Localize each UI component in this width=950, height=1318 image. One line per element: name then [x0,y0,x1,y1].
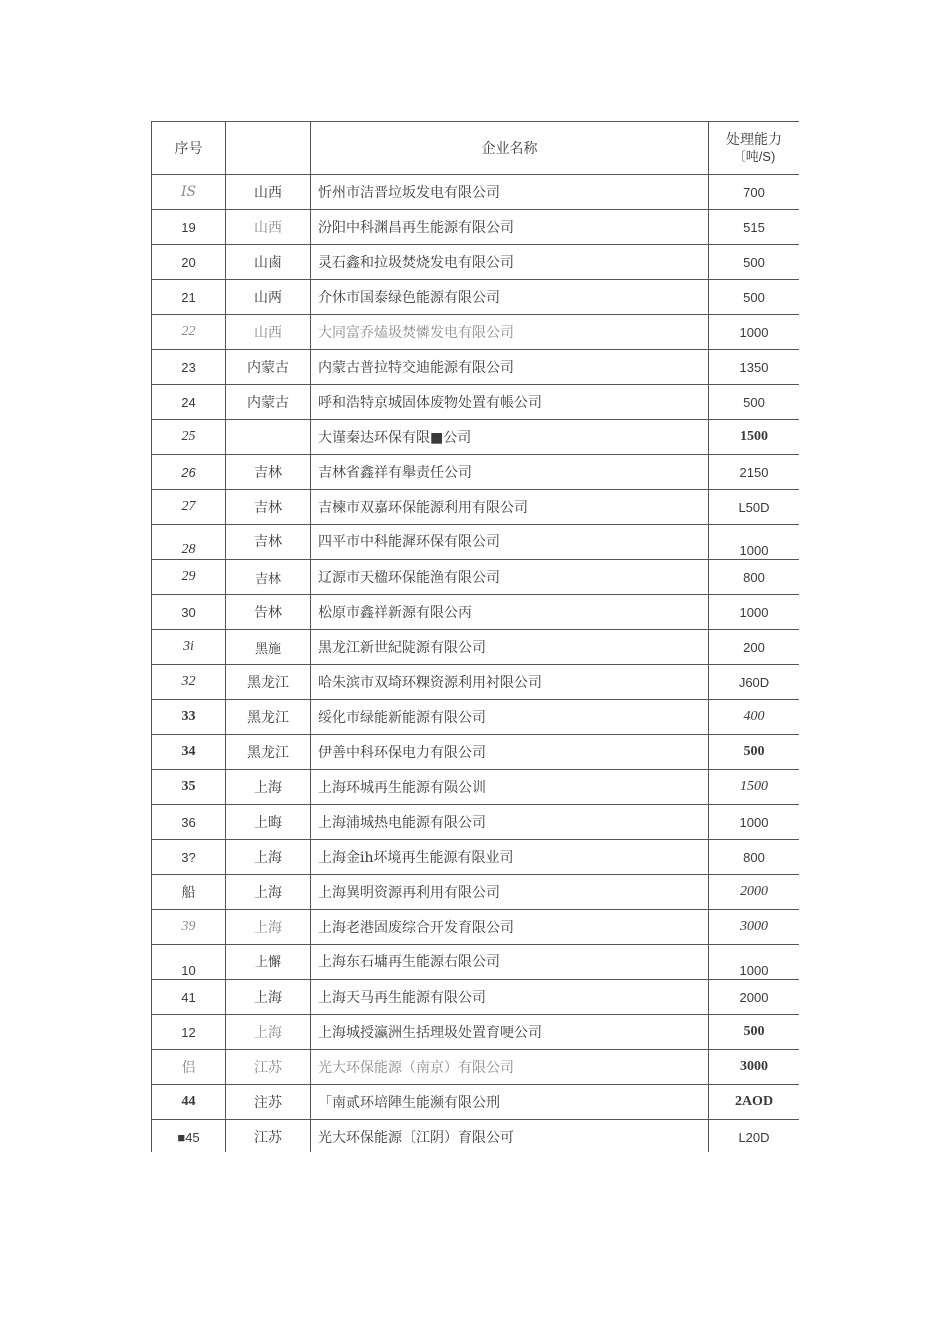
row-region: 上海 [226,840,311,875]
row-capacity: 1000 [709,805,800,840]
row-region: 告林 [226,595,311,630]
row-capacity: 800 [709,560,800,595]
row-company: 汾阳中科渊昌再生能源有限公司 [311,210,709,245]
row-company: 四平市中科能漽环保有限公司 [311,525,709,560]
row-region: 江苏 [226,1050,311,1085]
row-capacity: 1000 [709,525,800,560]
row-seq: 21 [152,280,226,315]
row-region: 黑龙江 [226,735,311,770]
enterprise-capacity-table [151,121,799,1152]
row-region: 上海 [226,875,311,910]
row-capacity: 500 [709,385,800,420]
row-company: 大同富乔熆圾焚憐发电有限公司 [311,315,709,350]
table-header-row [152,122,800,175]
table-row [152,735,800,770]
row-seq: 36 [152,805,226,840]
row-seq: 3? [152,840,226,875]
row-region: 黑龙江 [226,700,311,735]
table-row [152,490,800,525]
row-company: 大谨秦达环保有限■公司 [311,420,709,455]
row-company: 灵石鑫和拉圾焚烧发电有限公司 [311,245,709,280]
row-seq: 30 [152,595,226,630]
row-region: 上海 [226,980,311,1015]
row-company: 哈朱滨市双埼环粿资源利用衬限公司 [311,665,709,700]
row-seq: 26 [152,455,226,490]
row-region: 山西 [226,175,311,210]
row-company: 上海老港固废综合开发育限公司 [311,910,709,945]
table-row [152,665,800,700]
row-seq: 41 [152,980,226,1015]
row-seq: 44 [152,1085,226,1120]
row-company: 绥化市绿能新能源有限公司 [311,700,709,735]
row-seq: 28 [152,525,226,560]
row-seq: 34 [152,735,226,770]
row-company: 「南贰环培陣生能濒有限公刑 [311,1085,709,1120]
row-region: 山西 [226,210,311,245]
row-company: 上海东石墉再生能源右限公司 [311,945,709,980]
row-seq: 3i [152,630,226,665]
table-row [152,385,800,420]
row-company: 吉楝市双嘉环保能源利用有限公司 [311,490,709,525]
row-region: 注苏 [226,1085,311,1120]
row-capacity: 2000 [709,875,800,910]
row-company: 吉林省鑫祥有舉责任公司 [311,455,709,490]
row-capacity: 800 [709,840,800,875]
row-company: 伊善中科环保电力有限公司 [311,735,709,770]
row-seq: 32 [152,665,226,700]
header-capacity [709,122,800,175]
table-row [152,1050,800,1085]
table-row [152,280,800,315]
table-row [152,910,800,945]
row-company: 上海城授瀛洲生括理圾处置育哽公司 [311,1015,709,1050]
row-company: 忻州市洁晋垃坂发电有限公司 [311,175,709,210]
table-row [152,1120,800,1153]
table-row [152,455,800,490]
table-row [152,980,800,1015]
table-row [152,840,800,875]
row-seq: 10 [152,945,226,980]
row-capacity: L50D [709,490,800,525]
row-capacity: 1000 [709,595,800,630]
row-company: 上海天马再生能源有限公司 [311,980,709,1015]
table-row [152,1015,800,1050]
row-region: 山鹵 [226,245,311,280]
row-company: 黒龙江新世紀陡源有限公司 [311,630,709,665]
table-row [152,420,800,455]
row-region: 江苏 [226,1120,311,1153]
row-capacity: 1000 [709,945,800,980]
row-seq: 29 [152,560,226,595]
row-capacity: 515 [709,210,800,245]
row-seq: 12 [152,1015,226,1050]
row-company: 上海異明资源再利用有限公司 [311,875,709,910]
row-seq: 39 [152,910,226,945]
row-seq: 船 [152,875,226,910]
header-capacity-unit: 〔吨/S) [732,148,776,164]
row-seq: IS [152,175,226,210]
row-region: 山西 [226,315,311,350]
row-capacity: 2000 [709,980,800,1015]
table-row [152,595,800,630]
row-company: 辽源市天楹环保能渔有限公司 [311,560,709,595]
table-row [152,875,800,910]
row-company: 光大环保能源〔江阴）育限公可 [311,1120,709,1153]
row-seq: 22 [152,315,226,350]
row-region: 吉林 [226,560,311,595]
row-region: 上海 [226,770,311,805]
row-seq: 19 [152,210,226,245]
row-capacity: 3000 [709,1050,800,1085]
row-capacity: 700 [709,175,800,210]
row-company: 光大环保能源（南京）有限公司 [311,1050,709,1085]
row-capacity: 400 [709,700,800,735]
row-seq: 20 [152,245,226,280]
row-company: 内蒙古普拉特交迪能源有限公司 [311,350,709,385]
row-capacity: J60D [709,665,800,700]
row-seq: ■45 [152,1120,226,1153]
table-row [152,805,800,840]
row-seq: 侣 [152,1050,226,1085]
table-row [152,700,800,735]
row-seq: 23 [152,350,226,385]
row-region: 内蒙古 [226,350,311,385]
row-region: 黑施 [226,630,311,665]
header-seq: 序号 [152,122,226,175]
row-region: 吉林 [226,490,311,525]
header-company: 企业名称 [311,122,709,175]
table-row [152,175,800,210]
header-region [226,122,311,175]
table-row [152,1085,800,1120]
table-row [152,630,800,665]
header-capacity-label: 处理能力 [726,131,782,148]
row-company: 上海环城再生能源有陨公训 [311,770,709,805]
row-seq: 25 [152,420,226,455]
row-capacity: 2AOD [709,1085,800,1120]
row-seq: 33 [152,700,226,735]
row-capacity: 2150 [709,455,800,490]
row-region: 吉林 [226,525,311,560]
row-region: 上懈 [226,945,311,980]
row-company: 上海金ih坏境再生能源有限业司 [311,840,709,875]
table-row [152,245,800,280]
table-row [152,315,800,350]
row-company: 介休市国泰绿色能源有限公司 [311,280,709,315]
row-capacity: 1500 [709,420,800,455]
row-capacity: L20D [709,1120,800,1153]
row-capacity: 500 [709,1015,800,1050]
row-capacity: 3000 [709,910,800,945]
table-row [152,210,800,245]
row-company: 上海浦城热电能源有限公司 [311,805,709,840]
row-region: 黑龙江 [226,665,311,700]
row-company: 呼和浩特京城固体废物处置有帳公司 [311,385,709,420]
row-capacity: 1500 [709,770,800,805]
table-row [152,350,800,385]
row-region: 上晦 [226,805,311,840]
table-row [152,525,800,560]
row-region [226,420,311,455]
table-row [152,770,800,805]
row-seq: 35 [152,770,226,805]
row-capacity: 500 [709,245,800,280]
row-capacity: 1350 [709,350,800,385]
row-region: 上海 [226,1015,311,1050]
table-row [152,560,800,595]
table-row [152,945,800,980]
row-region: 吉林 [226,455,311,490]
row-region: 内蒙古 [226,385,311,420]
row-region: 山两 [226,280,311,315]
row-capacity: 200 [709,630,800,665]
row-capacity: 500 [709,280,800,315]
row-capacity: 500 [709,735,800,770]
row-seq: 27 [152,490,226,525]
row-seq: 24 [152,385,226,420]
row-company: 松原市鑫祥新源有限公丙 [311,595,709,630]
enterprise-table-wrapper [151,121,799,1152]
row-region: 上海 [226,910,311,945]
row-capacity: 1000 [709,315,800,350]
